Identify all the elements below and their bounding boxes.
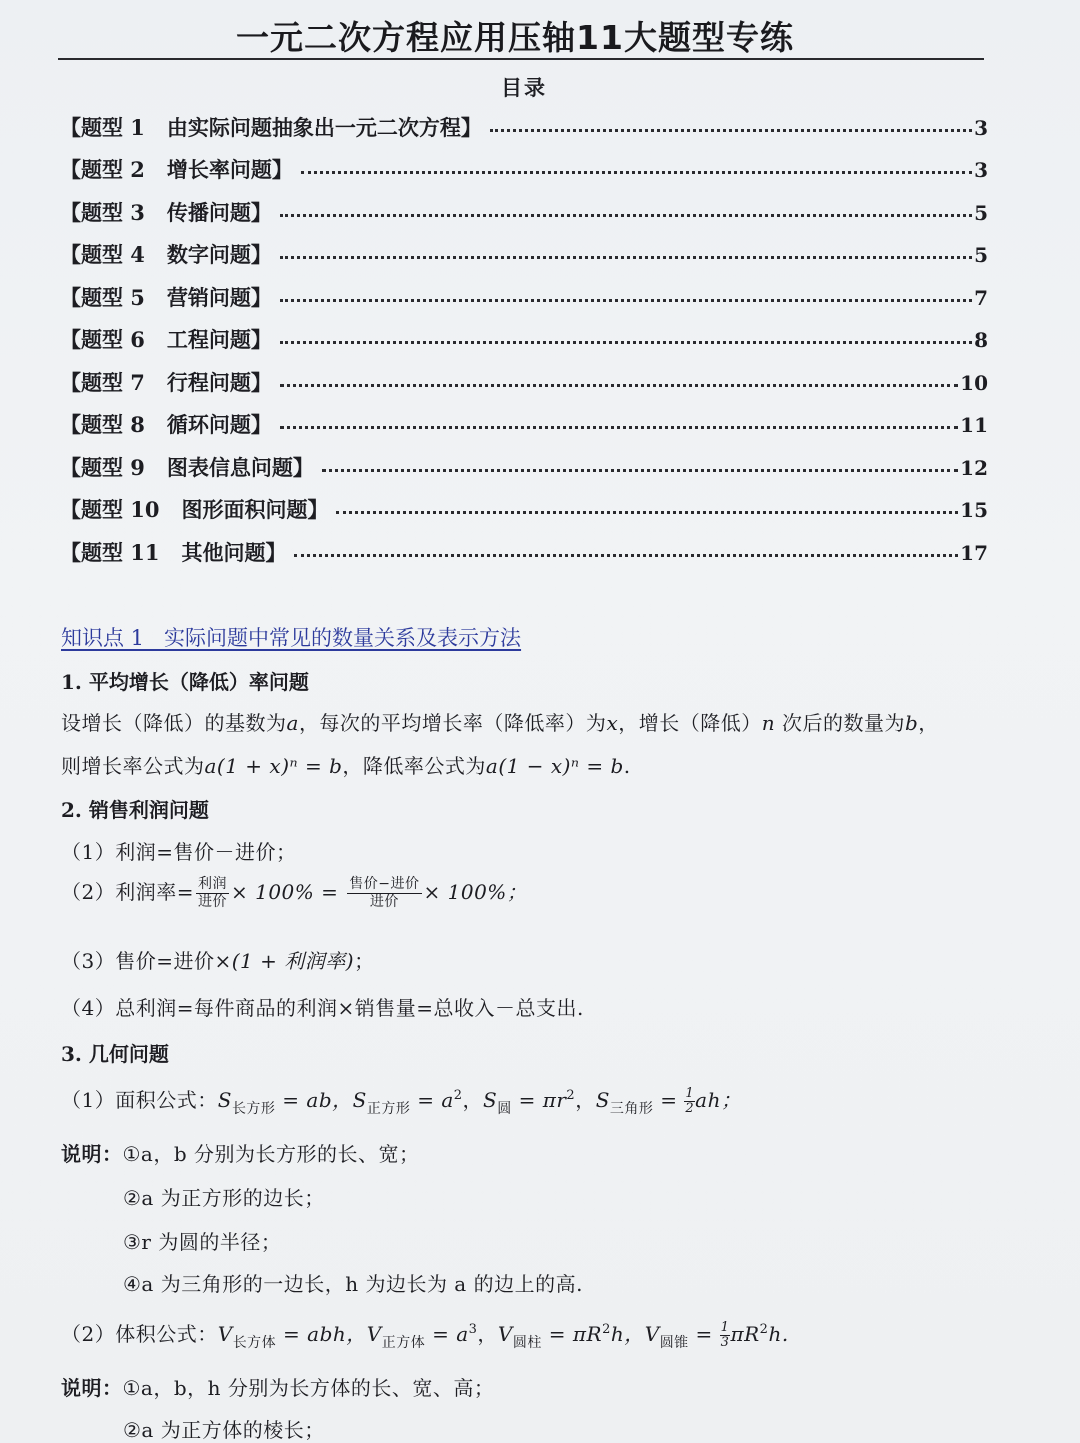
toc-label: 【题型 10 图形面积问题】 xyxy=(60,497,329,522)
toc-row[interactable] xyxy=(60,197,988,227)
toc-page-number: 17 xyxy=(960,541,988,565)
toc-leader-dots xyxy=(280,214,972,217)
toc-page-number: 3 xyxy=(974,158,988,182)
profit-heading: 2. 销售利润问题 xyxy=(61,798,209,822)
toc-page-number: 7 xyxy=(974,286,988,310)
toc-page-number: 11 xyxy=(960,413,988,437)
toc-leader-dots xyxy=(294,554,958,557)
toc-row[interactable] xyxy=(60,367,988,397)
area-note-3: ③r 为圆的半径； xyxy=(123,1230,282,1254)
toc-leader-dots xyxy=(280,426,958,429)
profit-item-3: （3）售价=进价×(1 + 利润率)； xyxy=(61,949,375,973)
geometry-heading: 3. 几何问题 xyxy=(61,1042,169,1066)
toc-row[interactable] xyxy=(60,112,988,142)
toc-row[interactable] xyxy=(60,494,988,524)
toc-leader-dots xyxy=(336,511,958,514)
toc-row[interactable] xyxy=(60,409,988,439)
toc-row[interactable] xyxy=(60,282,988,312)
volume-note-2: ②a 为正方体的棱长； xyxy=(123,1418,325,1442)
toc-row[interactable] xyxy=(60,452,988,482)
toc-label: 【题型 2 增长率问题】 xyxy=(60,157,293,182)
growth-heading: 1. 平均增长（降低）率问题 xyxy=(61,670,309,694)
growth-formula-line: 则增长率公式为a(1 + x)ⁿ = b，降低率公式为a(1 − x)ⁿ = b. xyxy=(61,754,631,778)
growth-formula: a(1 + x)ⁿ = b xyxy=(204,754,343,778)
profit-item-1: （1）利润=售价－进价； xyxy=(61,840,297,864)
toc-label: 【题型 11 其他问题】 xyxy=(60,540,287,565)
title-divider xyxy=(58,58,984,60)
toc-heading: 目录 xyxy=(501,75,547,100)
toc-page-number: 3 xyxy=(974,116,988,140)
toc-page-number: 12 xyxy=(960,456,988,480)
third-fraction: $\frac{1}{3}$ xyxy=(720,1320,730,1350)
area-note-2: ②a 为正方形的边长； xyxy=(123,1186,325,1210)
toc-leader-dots xyxy=(490,129,972,132)
toc-label: 【题型 4 数字问题】 xyxy=(60,242,272,267)
area-formula-line: （1）面积公式：$S_{长方形}$ = ab，$S_{正方形} = a^2$，$S_圆 = \pi r^2$，$S_{三角形}$ = $\frac{1}{2}$ ah； xyxy=(61,1086,742,1117)
area-note-1: 说明：①a，b 分别为长方形的长、宽； xyxy=(61,1142,420,1166)
toc-label: 【题型 1 由实际问题抽象出一元二次方程】 xyxy=(60,115,482,140)
knowledge-section-link[interactable]: 知识点 1 实际问题中常见的数量关系及表示方法 xyxy=(61,626,522,650)
decline-formula: a(1 − x)ⁿ = b xyxy=(485,754,624,778)
growth-definition-line: 设增长（降低）的基数为a，每次的平均增长率（降低率）为x，增长（降低）n 次后的数量为b， xyxy=(61,711,939,735)
toc-row[interactable] xyxy=(60,154,988,184)
toc-leader-dots xyxy=(280,256,972,259)
toc-page-number: 8 xyxy=(974,328,988,352)
volume-formula-line: （2）体积公式：$V_{长方体}$ = abh，$V_{正方体} = a^3$，$V_{圆柱} = \pi R^2h$，$V_{圆锥}$ = $\frac{1}{3}$ $\pi R^2h$. xyxy=(61,1320,789,1351)
toc-label: 【题型 5 营销问题】 xyxy=(60,285,272,310)
toc-label: 【题型 6 工程问题】 xyxy=(60,327,272,352)
profit-item-4: （4）总利润=每件商品的利润×销售量=总收入－总支出. xyxy=(61,996,584,1020)
profit-rate-fraction: $\frac{\text{利润}}{\text{进价}}$ xyxy=(197,875,227,910)
toc-row[interactable] xyxy=(60,537,988,567)
toc-row[interactable] xyxy=(60,239,988,269)
toc-label: 【题型 9 图表信息问题】 xyxy=(60,455,314,480)
document-title: 一元二次方程应用压轴11大题型专练 xyxy=(236,18,794,57)
profit-rate-fraction-expanded: $\frac{\text{售价−进价}}{\text{进价}}$ xyxy=(349,875,420,910)
toc-leader-dots xyxy=(301,171,972,174)
toc-label: 【题型 3 传播问题】 xyxy=(60,200,272,225)
toc-leader-dots xyxy=(322,469,958,472)
toc-leader-dots xyxy=(280,384,958,387)
volume-note-1: 说明：①a，b，h 分别为长方体的长、宽、高； xyxy=(61,1376,495,1400)
toc-page-number: 10 xyxy=(960,371,988,395)
half-fraction: $\frac{1}{2}$ xyxy=(685,1086,695,1116)
area-note-4: ④a 为三角形的一边长，h 为边长为 a 的边上的高. xyxy=(123,1272,583,1296)
toc-page-number: 5 xyxy=(974,243,988,267)
toc-leader-dots xyxy=(280,341,972,344)
toc-label: 【题型 7 行程问题】 xyxy=(60,370,272,395)
toc-leader-dots xyxy=(280,299,972,302)
toc-page-number: 15 xyxy=(960,498,988,522)
profit-item-2: （2）利润率= $\frac{\text{利润}}{\text{进价}}$ × 100% = $\frac{\text{售价−进价}}{\text{进价}}$ × 100%； xyxy=(61,875,528,910)
toc-row[interactable] xyxy=(60,324,988,354)
toc-page-number: 5 xyxy=(974,201,988,225)
toc-label: 【题型 8 循环问题】 xyxy=(60,412,272,437)
